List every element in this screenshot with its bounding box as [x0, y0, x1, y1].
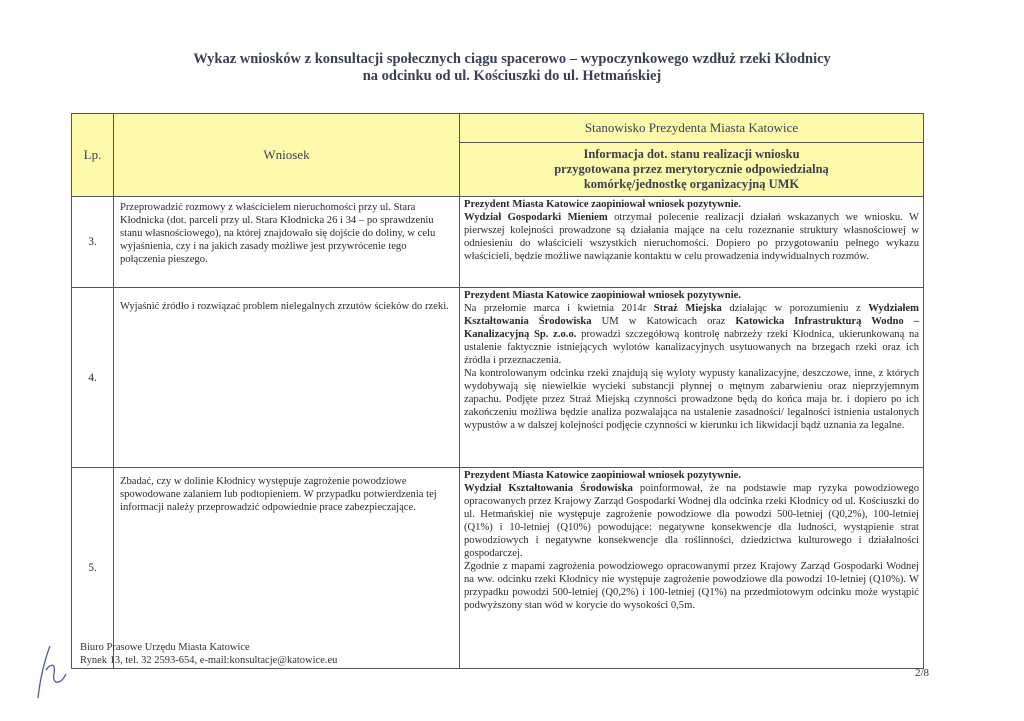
page-number: 2/8	[915, 667, 930, 679]
response-unit: Wydział Kształtowania Środowiska	[464, 483, 633, 494]
footer-line-1: Biuro Prasowe Urzędu Miasta Katowice	[80, 642, 250, 653]
response-body: poinformował, że na podstawie map ryzyka powodziowego opracowanych przez Krajowy Zarząd Gospodarki Wodnej dla odcinka rzeki Kłodnicy od ul. Kościuszki do ul. Hetmańskiej nie występuje zagrożenie powodziowe dla powodzi 500-letniej (Q0,2%), 100-letniej (Q1%) i 10-letniej (Q10%) powodujące: negatywne konsekwencje dla ludności, wystąpienie strat powodziowych i negatywne konsekwencje dla roślinności, dziedzictwa kulturowego i działalności gospodarczej.	[464, 483, 919, 559]
header-info-line-1: Informacja dot. stanu realizacji wniosku	[583, 147, 800, 161]
footer-line-2: Rynek 13, tel. 32 2593-654, e-mail:konsultacje@katowice.eu	[80, 655, 338, 666]
request-text: Przeprowadzić rozmowy z właścicielem nieruchomości przy ul. Stara Kłodnicka (dot. parceli przy ul. Stara Kłodnicka 26 i 34 – po sprawdzeniu stanu własnościowego), na której znajdowało się dojście do doliny, w celu wyjaśnienia, czy i na jakich zasady możliwe jest przywrócenie tego połączenia pieszego.	[114, 197, 460, 288]
response-heading: Prezydent Miasta Katowice zaopiniował wniosek pozytywnie.	[464, 470, 741, 481]
response-text	[460, 197, 924, 288]
requests-table	[71, 113, 924, 669]
response-body: Na przełomie marca i kwietnia 2014r	[464, 303, 654, 314]
response-body: prowadzi szczegółową kontrolę nabrzeży rzeki Kłodnica, ukierunkowaną na ustalenie faktycznie istniejących wylotów kanalizacyjnych usytuowanych na brzegach rzeki oraz ich źródła i przeznaczenia.	[464, 329, 920, 366]
header-stanowisko: Stanowisko Prezydenta Miasta Katowice	[460, 114, 924, 143]
table-row	[72, 197, 924, 288]
response-heading: Prezydent Miasta Katowice zaopiniował wniosek pozytywnie.	[464, 290, 741, 301]
response-text	[460, 468, 924, 669]
header-info-line-3: komórkę/jednostkę organizacyjną UMK	[583, 177, 800, 191]
title-line-2: na odcinku od ul. Kościuszki do ul. Hetmańskiej	[362, 68, 662, 84]
request-text: Wyjaśnić źródło i rozwiązać problem nielegalnych zrzutów ścieków do rzeki.	[114, 288, 460, 468]
table-row	[72, 468, 924, 669]
header-info-line-2: przygotowana przez merytorycznie odpowiedzialną	[554, 162, 829, 176]
response-unit: Katowicka Infrastrukturą Wodno – Kanalizacyjną Sp. z.o.o.	[464, 316, 919, 340]
response-heading: Prezydent Miasta Katowice zaopiniował wniosek pozytywnie.	[464, 199, 741, 210]
response-unit: Wydział Gospodarki Mieniem	[464, 212, 608, 223]
row-number: 4.	[72, 288, 114, 468]
signature-mark	[20, 640, 80, 700]
table-row	[72, 288, 924, 468]
response-unit: Straż Miejska	[653, 303, 722, 314]
row-number: 5.	[72, 468, 114, 669]
row-number: 3.	[72, 197, 114, 288]
document-title	[0, 51, 1024, 85]
response-text	[460, 288, 924, 468]
response-body: otrzymał polecenie realizacji działań wskazanych we wniosku. W pierwszej kolejności prowadzone są działania mające na celu rozeznanie struktury własnościowej w odniesieniu do właścicieli wszystkich nieruchomości. Dopiero po przygotowaniu pełnego wykazu właścicieli, będzie możliwe nawiązanie kontaktu w celu prowadzenia indywidualnych rozmów.	[464, 212, 920, 262]
response-unit: Wydziałem Kształtowania Środowiska	[464, 303, 919, 327]
title-line-1: Wykaz wniosków z konsultacji społecznych ciągu spacerowo – wypoczynkowego wzdłuż rzeki Kłodnicy	[193, 51, 831, 67]
response-body: działając w porozumieniu z	[721, 303, 869, 314]
response-paragraph: Zgodnie z mapami zagrożenia powodziowego opracowanymi przez Krajowy Zarząd Gospodarki Wodnej na ww. odcinku rzeki Kłodnicy nie występuje zagrożenie powodziowe dla powodzi 10-letniej (Q10%). W przypadku powodzi 500-letniej (Q0,2%) i 100-letniej (Q1%) na przedmiotowym odcinku może wystąpić podwyższony stan wód w korycie do wysokości 0,5m.	[464, 561, 919, 611]
header-row	[72, 114, 924, 143]
response-paragraph: Na kontrolowanym odcinku rzeki znajdują się wyloty wypusty kanalizacyjne, deszczowe, inne, z których wydobywają się niewielkie wycieki substancji płynnej o mętnym zabarwieniu oraz nieprzyjemnym zapachu. Podjęte przez Straż Miejską czynności prowadzone będą do końca maja br. i dopiero po ich zakończeniu możliwa będzie analiza pozwalająca na ustalenie zasadności/ legalności istnienia ustalonych wypustów a w dalszej kolejności podjęcie czynności w kierunku ich likwidacji bądź uznania za legalne.	[464, 368, 919, 431]
header-wniosek: Wniosek	[114, 114, 460, 197]
header-lp: Lp.	[72, 114, 114, 197]
footer	[80, 641, 337, 667]
request-text: Zbadać, czy w dolinie Kłodnicy występuje zagrożenie powodziowe spowodowane zalaniem lub podtopieniem. W przypadku potwierdzenia tej informacji należy przeprowadzić odpowiednie prace zabezpieczające.	[114, 468, 460, 669]
header-info	[460, 143, 924, 197]
response-body: UM w Katowicach oraz	[591, 316, 736, 327]
